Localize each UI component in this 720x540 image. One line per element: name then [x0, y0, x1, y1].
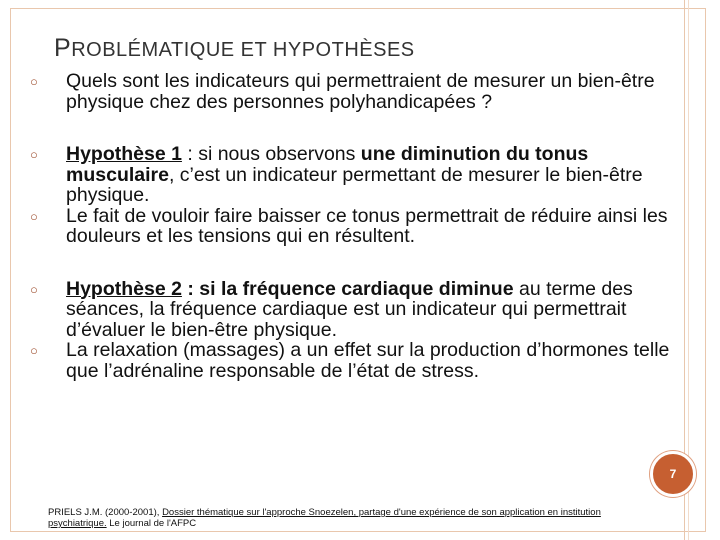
hypothesis-1-tail: , c’est un indicateur permettant de mesurer le bien-être physique.: [66, 163, 643, 206]
circle-bullet-icon: ○: [30, 208, 38, 224]
reference-footnote: [48, 507, 648, 529]
circle-bullet-icon: ○: [30, 74, 38, 89]
reference-prefix: PRIELS J.M. (2000-2001),: [48, 507, 163, 518]
bullet-question: [30, 71, 670, 112]
hypothesis-2-label: Hypothèse 2: [66, 277, 182, 300]
bullet-text: Quels sont les indicateurs qui permettraient de mesurer un bien-être physique chez des personnes polyhandicapées ?: [66, 70, 655, 113]
hypothesis-1-emphasis: une diminution du tonus musculaire: [66, 143, 589, 186]
bullet-hypothesis-2: [30, 279, 670, 341]
hypothesis-1-label: Hypothèse 1: [66, 143, 182, 165]
hypothesis-2-tail: au terme des séances, la fréquence cardiaque est un indicateur qui permettrait d’évaluer le bien-être physique.: [66, 277, 633, 341]
bullet-hypothesis-2-detail: [30, 340, 670, 381]
title-initial: P: [54, 34, 72, 62]
reference-suffix: Le journal de l'AFPC: [106, 518, 197, 529]
hypothesis-2-emphasis: : si la fréquence cardiaque diminue: [181, 277, 514, 300]
bullet-text: Le fait de vouloir faire baisser ce tonus permettrait de réduire ainsi les douleurs et les tensions qui en résultent.: [66, 204, 668, 247]
title-rest: ROBLÉMATIQUE ET HYPOTHÈSES: [71, 39, 415, 61]
bullet-text: La relaxation (massages) a un effet sur la production d’hormones telle que l’adrénaline responsable de l’état de stress.: [66, 339, 670, 382]
slide-title: [54, 34, 415, 63]
bullet-hypothesis-1: [30, 144, 670, 206]
circle-bullet-icon: ○: [30, 147, 38, 162]
circle-bullet-icon: ○: [30, 281, 38, 297]
bullet-list: [30, 71, 670, 381]
bullet-hypothesis-1-detail: [30, 206, 670, 247]
page-number-badge: 7: [650, 451, 696, 497]
circle-bullet-icon: ○: [30, 343, 38, 358]
reference-link[interactable]: Dossier thématique sur l'approche Snoezelen, partage d'une expérience de son application en institution psychiatrique.: [48, 507, 601, 529]
hypothesis-1-text: : si nous observons: [181, 143, 361, 165]
